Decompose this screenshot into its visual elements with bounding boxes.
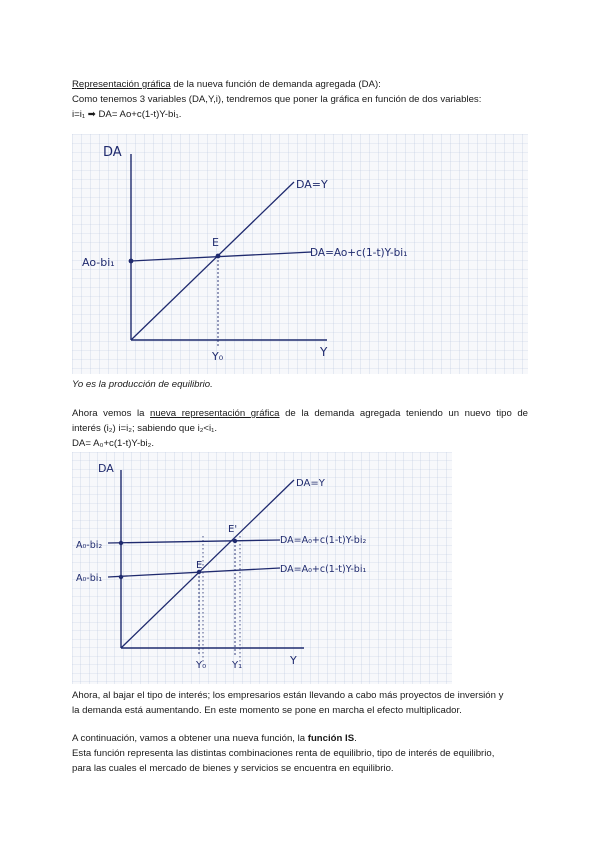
demand-i2-label: DA=A₀+c(1-t)Y-bi₂ <box>280 535 367 546</box>
paragraph-is-definition-1: Esta función representa las distintas combinaciones renta de equilibrio, tipo de interés de equilibrio, <box>72 748 495 759</box>
paragraph-is-definition-2: para las cuales el mercado de bienes y servicios se encuentra en equilibrio. <box>72 763 394 774</box>
intercept-i1-label: A₀-bi₁ <box>76 573 103 584</box>
intercept-point <box>129 259 134 264</box>
figure-2 <box>72 452 452 684</box>
caption-1: Yo es la producción de equilibrio. <box>72 379 213 390</box>
paragraph-is-intro <box>72 732 357 746</box>
equilibrium-label: E <box>212 236 219 249</box>
paragraph-variables: Como tenemos 3 variables (DA,Y,i), tendremos que poner la gráfica en función de dos variables: <box>72 94 482 105</box>
equilibrium-x-label: Y₀ <box>212 350 224 363</box>
equilibrium-new-label: E' <box>228 524 238 535</box>
y-axis-label: DA <box>98 462 114 475</box>
p-text-b: de la demanda agregada teniendo un nuevo tipo de <box>279 408 529 419</box>
paragraph-interest-fall-2: la demanda está aumentando. En este momento se pone en marcha el efecto multiplicador. <box>72 705 462 716</box>
equilibrium-point <box>216 254 221 259</box>
arrow-icon: ➡ <box>87 109 96 120</box>
figure-1-svg <box>72 134 528 374</box>
p-text-a: Ahora vemos la <box>72 408 150 419</box>
x-axis-label: Y <box>320 345 328 359</box>
demand-i1-label: DA=A₀+c(1-t)Y-bi₁ <box>280 564 367 575</box>
x-label-y1: Y₁ <box>232 660 243 671</box>
equilibrium-label: E <box>196 560 203 571</box>
figure-2-svg <box>72 452 452 684</box>
y-axis-label: DA <box>103 145 122 160</box>
diagonal-label: DA=Y <box>296 178 328 191</box>
is-intro-text: A continuación, vamos a obtener una nueva función, la <box>72 733 308 744</box>
diagonal-label: DA=Y <box>296 478 325 489</box>
equation-da-2: DA= A₀+c(1-t)Y-bi₂. <box>72 438 155 449</box>
x-axis-label: Y <box>290 654 297 667</box>
graph-paper <box>72 452 452 684</box>
equation-line-1 <box>72 108 181 122</box>
heading-line <box>72 78 381 92</box>
equilibrium-new-point <box>233 539 237 543</box>
x-label-y0: Y₀ <box>196 660 207 671</box>
intercept-point-i1 <box>119 575 123 579</box>
heading-rest: de la nueva función de demanda agregada (DA): <box>170 79 381 90</box>
intercept-label: Ao-bi₁ <box>82 256 115 269</box>
equation-condition: i=i₁ <box>72 109 86 120</box>
intercept-i2-label: A₀-bi₂ <box>76 540 103 551</box>
paragraph-interest-fall-1: Ahora, al bajar el tipo de interés; los empresarios están llevando a cabo más proyectos de inversión y <box>72 690 504 701</box>
paragraph-new-representation <box>72 407 528 421</box>
is-intro-period: . <box>354 733 357 744</box>
figure-1 <box>72 134 528 374</box>
paragraph-interest: interés (i₂) i=i₂; sabiendo que i₂<i₁. <box>72 423 218 434</box>
intercept-point-i2 <box>119 541 123 545</box>
p-text-underlined: nueva representación gráfica <box>150 408 280 419</box>
heading-underlined: Representación gráfica <box>72 79 171 90</box>
is-function-bold: función IS <box>307 733 355 744</box>
equation-da-1: DA= Ao+c(1-t)Y-bi₁. <box>95 109 182 120</box>
demand-label: DA=Ao+c(1-t)Y-bi₁ <box>310 247 408 259</box>
graph-paper <box>72 134 528 374</box>
